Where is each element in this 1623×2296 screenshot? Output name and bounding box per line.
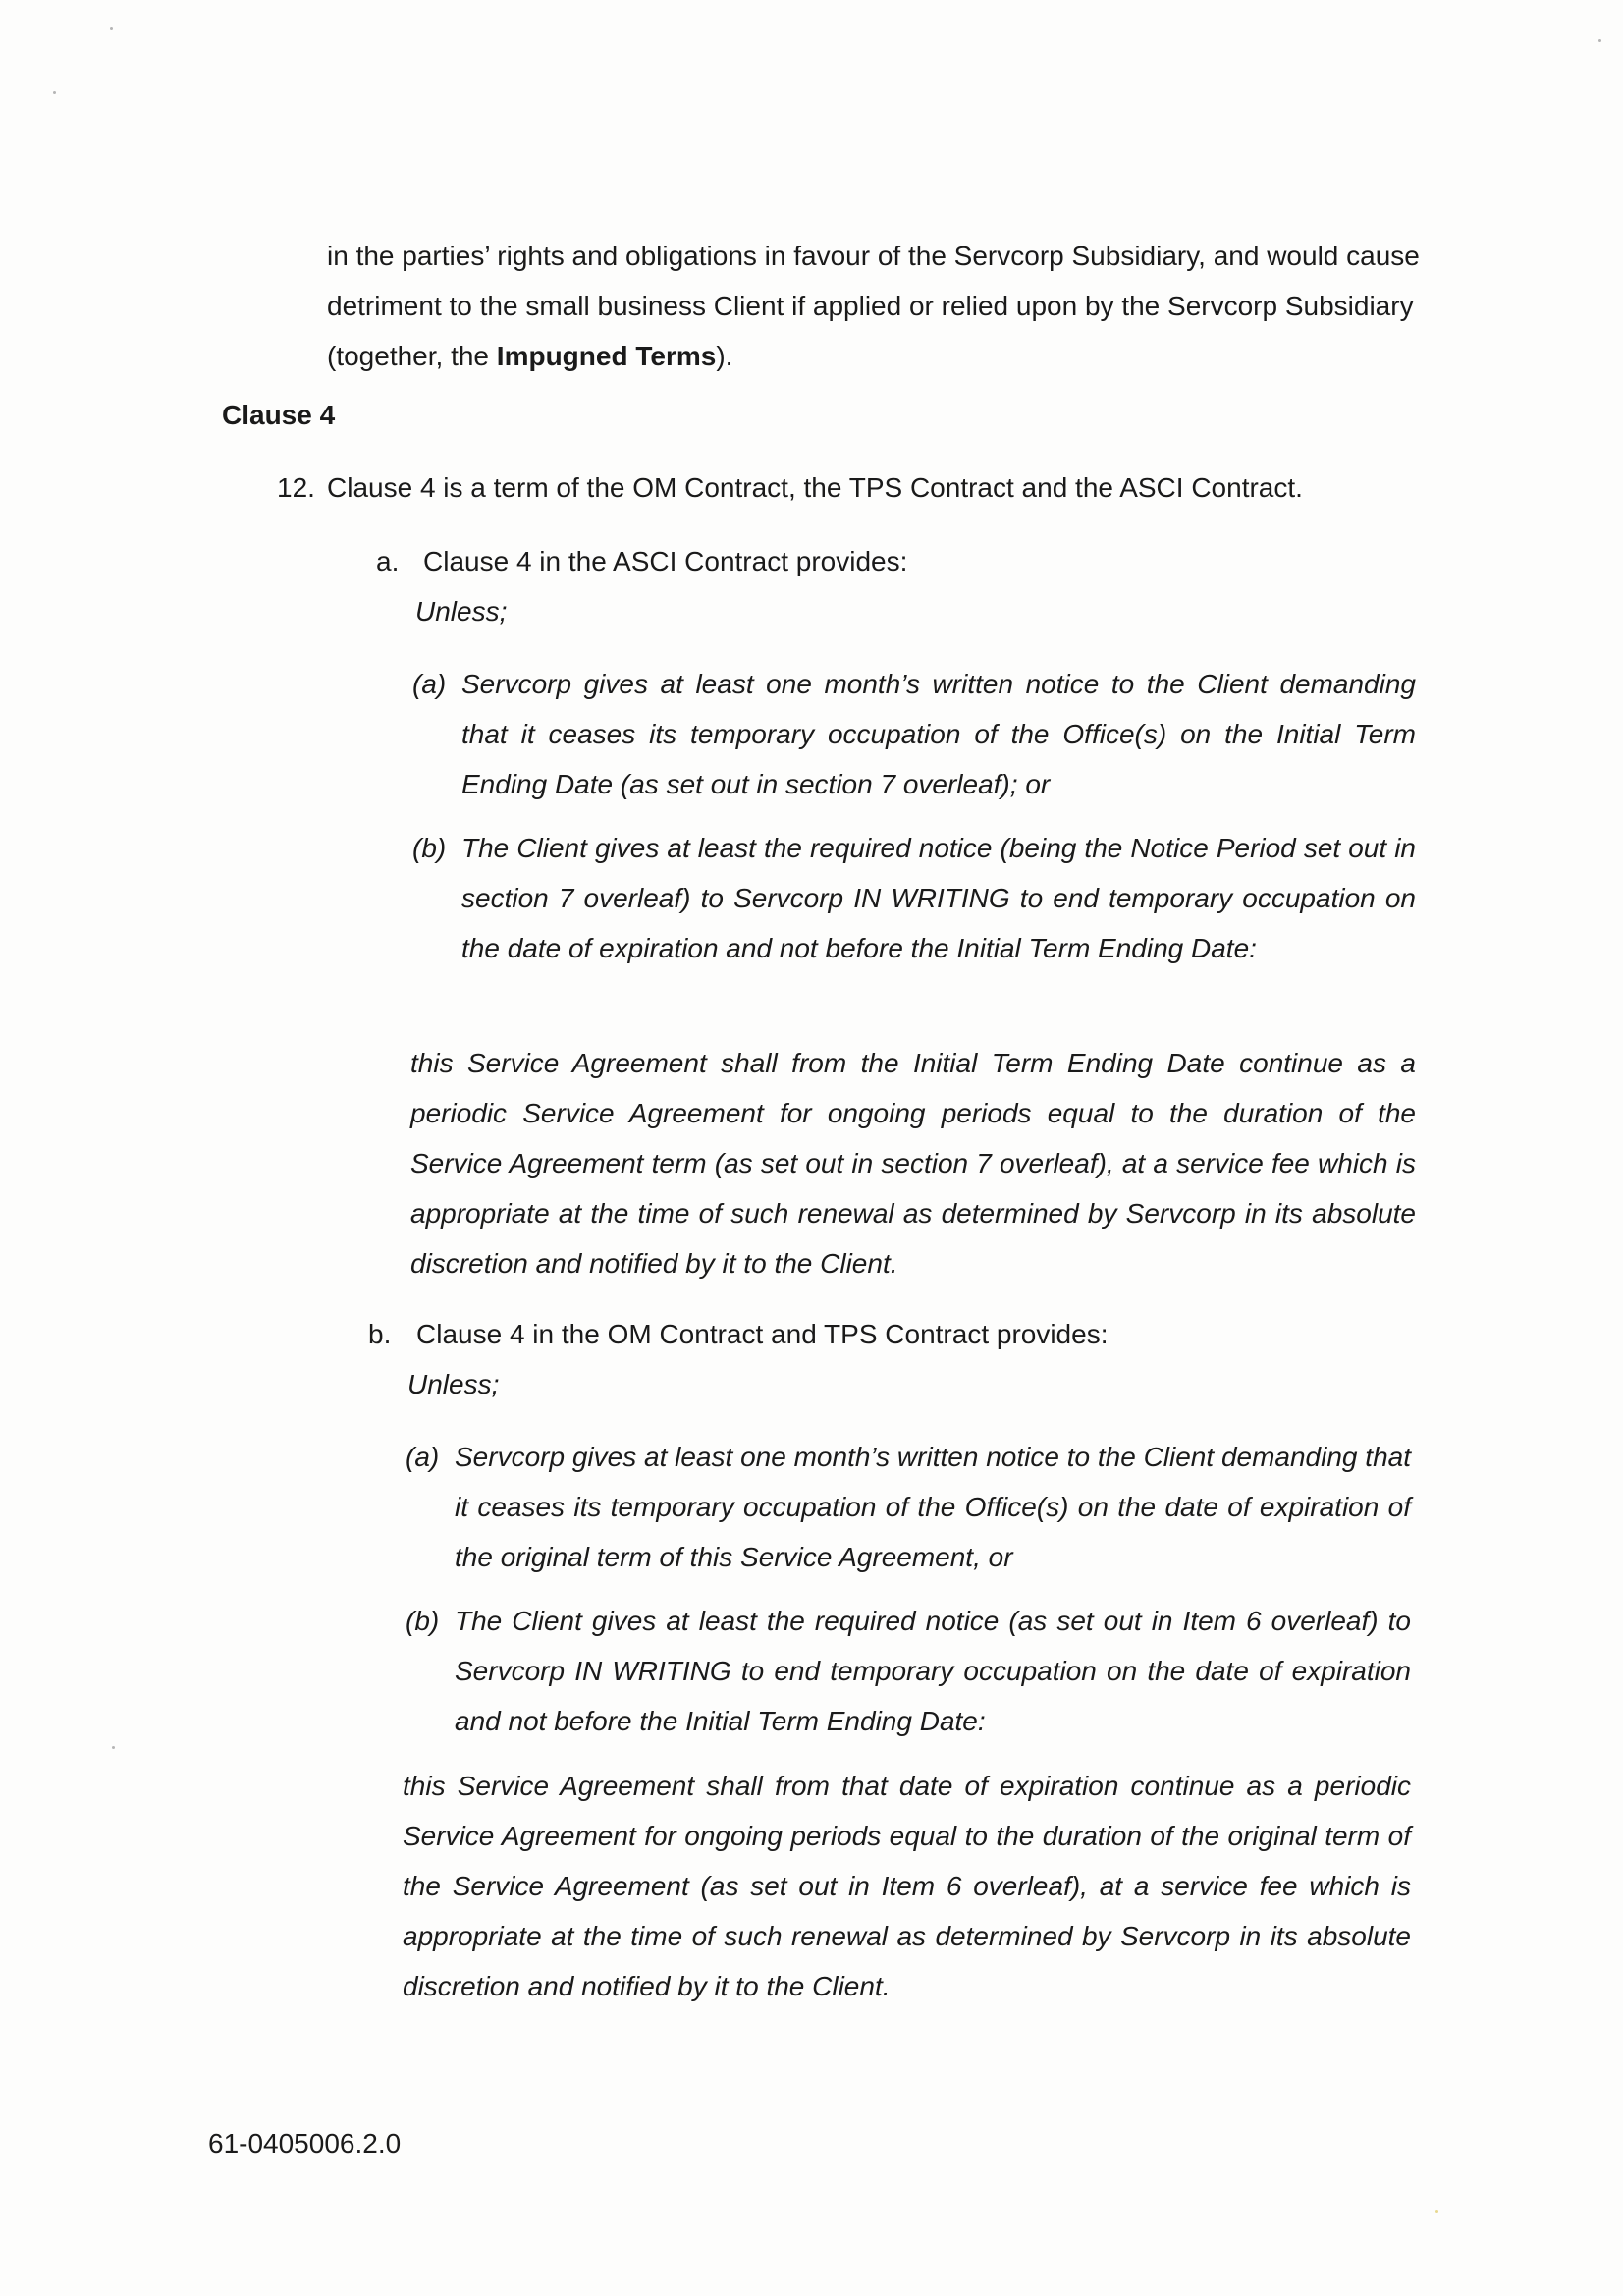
item-number: 12.: [277, 472, 315, 503]
sub-a-para-a: Servcorp gives at least one month’s written notice to the Client demanding that it ceases its temporary occupation of the Office(s) on the Initial Term Ending Date (as set out in section 7 overleaf); or: [461, 669, 1416, 799]
sub-a-label: a.: [376, 546, 400, 576]
impugned-terms-defined-term: Impugned Terms: [496, 341, 717, 371]
document-reference-number: 61-0405006.2.0: [208, 2128, 402, 2159]
sub-b-para-a-label: (a): [406, 1442, 440, 1472]
sub-b-closing: this Service Agreement shall from that date of expiration continue as a periodic Service Agreement for ongoing periods equal to the duration of the original term of the Service Agreement (as set out in Item 6 overleaf), at a service fee which is appropriate at the time of such renewal as determined by Servcorp in its absolute discretion and notified by it to the Client.: [403, 1771, 1411, 2001]
sub-b-para-a: Servcorp gives at least one month’s written notice to the Client demanding that it ceases its temporary occupation of the Office(s) on the date of expiration of the original term of this Service Agreement, or: [455, 1442, 1411, 1572]
scan-speck: [112, 1746, 115, 1749]
intro-paragraph: [327, 231, 1427, 381]
sub-a-para-b: The Client gives at least the required notice (being the Notice Period set out in section 7 overleaf) to Servcorp IN WRITING to end temporary occupation on the date of expiration and not before the Initial Term Ending Date:: [461, 833, 1416, 963]
scan-speck: [1598, 39, 1601, 42]
sub-a-para-b-label: (b): [412, 833, 447, 863]
sub-b-para-b-label: (b): [406, 1606, 440, 1636]
scan-speck: [110, 27, 113, 30]
sub-b-intro: Clause 4 in the OM Contract and TPS Contract provides:: [416, 1319, 1109, 1349]
scan-speck: [1435, 2210, 1438, 2213]
item-12-text: Clause 4 is a term of the OM Contract, the TPS Contract and the ASCI Contract.: [327, 472, 1303, 503]
intro-text: in the parties’ rights and obligations in favour of the Servcorp Subsidiary, and would cause detriment to the small business Client if applied or relied upon by the Servcorp Subsidiary (together, the: [327, 241, 1420, 371]
clause-heading: Clause 4: [222, 400, 336, 430]
sub-b-unless: Unless;: [407, 1369, 500, 1399]
scan-speck: [53, 91, 56, 94]
sub-a-para-a-label: (a): [412, 669, 447, 699]
sub-a-intro: Clause 4 in the ASCI Contract provides:: [423, 546, 908, 576]
sub-b-para-b: The Client gives at least the required notice (as set out in Item 6 overleaf) to Servcorp IN WRITING to end temporary occupation on the date of expiration and not before the Initial Term Ending Date:: [455, 1606, 1411, 1736]
sub-b-label: b.: [368, 1319, 392, 1349]
sub-a-unless: Unless;: [415, 596, 508, 627]
intro-text-end: ).: [716, 341, 733, 371]
sub-a-closing: this Service Agreement shall from the Initial Term Ending Date continue as a periodic Service Agreement for ongoing periods equal to the duration of the Service Agreement term (as set out in section 7 overleaf), at a service fee which is appropriate at the time of such renewal as determined by Servcorp in its absolute discretion and notified by it to the Client.: [410, 1048, 1416, 1279]
